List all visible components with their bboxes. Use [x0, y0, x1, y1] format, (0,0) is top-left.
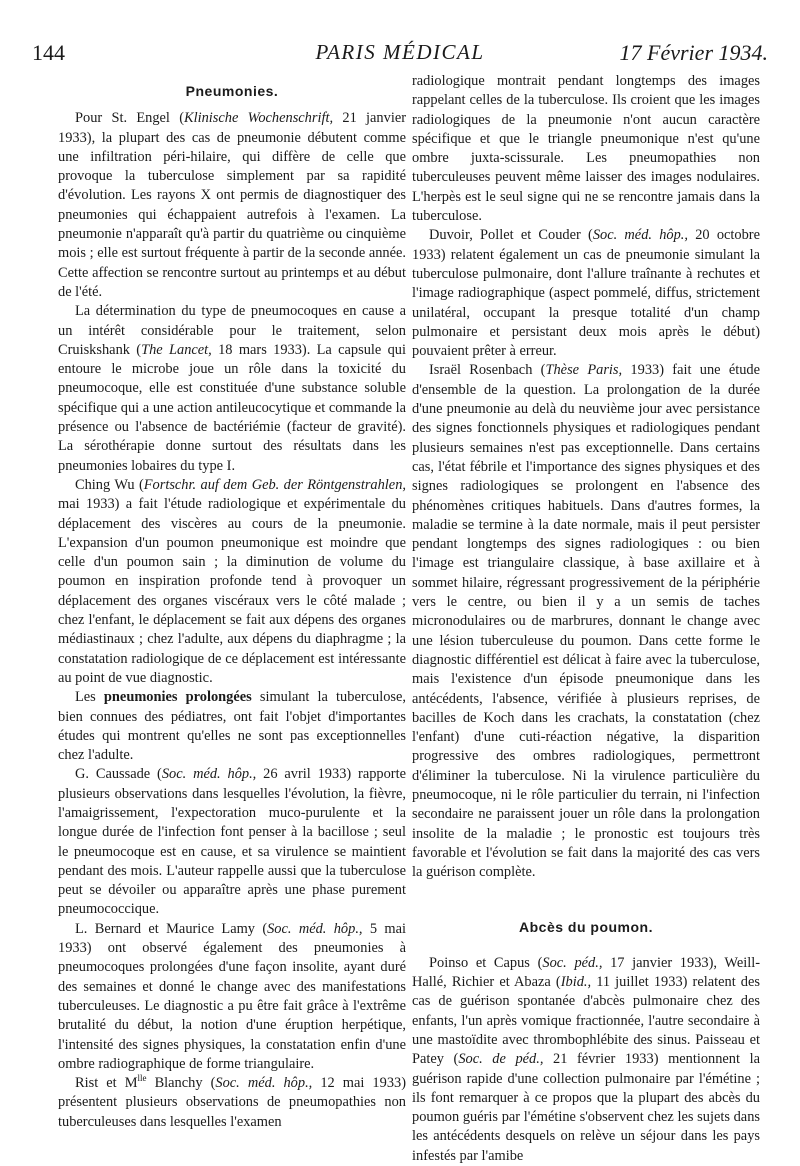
- text-run: Ching Wu (: [75, 476, 144, 493]
- text-run: Les: [75, 689, 104, 706]
- text-run: La détermination du type de pneumocoques en cause a un intérêt considérable pour le traitement, selon Cruiskshank (: [58, 303, 406, 358]
- paragraph-duvoir: [412, 226, 760, 361]
- paragraph-rosenbach: [412, 361, 760, 882]
- text-run: 1933) fait une étude d'ensemble de la question. La prolongation de la durée d'une pneumonie au delà du neuvième jour avec persistance des signes fonctionnels physiques et radiologiques pendant plusieurs semaines n'est pas exceptionnelle. Dans certains cas, l'état fébrile et l'importance des signes physiques et des signes radiologiques se prolongent en l'absence des phénomènes critiques habituels. Dans d'autres formes, la maladie se termine à la date normale, mais il peut persister pendant longtemps des signes radiologiques : ou bien l'image est triangulaire classique, à base axillaire et à sommet hilaire, régressant progressivement de la périphérie vers le centre, ou bien il y a un semis de taches micronodulaires ou de marbrures, donnant le change avec une lésion tuberculeuse du poumon. Dans cette forme le diagnostic différentiel est délicat à faire avec la tuberculose, mais l'existence d'un épisode pneumonique dans les antécédents, l'absence, vérifiée à plusieurs reprises, de bacilles de Koch dans les crachats, la constatation (chez l'enfant) d'une cuti-réaction négative, la disparition progressive des ombres radiologiques, permettront d'éliminer la tuberculose. Ni la virulence particulière du pneumocoque, ni le rôle particulier du terrain, ni l'infection secondaire ne paraissent jouer un rôle dans la prolongation insolite de la maladie ; le pronostic est toujours très favorable et l'évolution se fait dans la majorité des cas vers la guérison complète.: [412, 362, 760, 881]
- text-run: 18 mars 1933). La capsule qui entoure le microbe joue un rôle dans la toxicité du pneumocoque, elle est constituée d'une substance soluble spécifique qui a une action antileucocytique et commande la présence ou l'absence de bactériémie (facteur de gravité). La sérothérapie donne surtout des résultats dans les pneumonies lobaires du type I.: [58, 341, 406, 474]
- text-run: mai 1933) a fait l'étude radiologique et expérimentale du déplacement des viscères au cours de la pneumonie. L'expansion d'un poumon pneumonique est moindre que celle d'un poumon sain ; la diminution de volume du poumon en inspiration profonde tend à provoquer un déplacement des organes viscéraux vers le côté malade ; chez l'enfant, le déplacement se fait aux dépens des organes médiastinaux ; chez l'adulte, aux dépens du diaphragme ; la constatation radiologique de ce déplacement est intéressante au point de vue diagnostic.: [58, 496, 406, 686]
- citation: Soc. méd. hôp.,: [215, 1075, 313, 1092]
- citation: Soc. méd. hôp.,: [161, 766, 257, 783]
- text-run: Israël Rosenbach (: [429, 362, 546, 379]
- citation: Ibid.,: [560, 974, 592, 991]
- paragraph-caussade: [58, 765, 406, 919]
- page-number: 144: [32, 40, 65, 65]
- bold-term: pneumonies prolongées: [103, 689, 252, 706]
- paragraph-pneumonies-prolongees: [58, 688, 406, 765]
- text-run: 17 janvier 1933), Weill-Hallé, Richier et Abaza (: [412, 954, 760, 991]
- right-column: [412, 72, 760, 1166]
- text-run: 12 mai 1933) présentent plusieurs observations de pneumopathies non tuberculeuses dans lesquelles l'examen: [58, 1075, 406, 1130]
- paragraph-rist-blanchy: [58, 1074, 406, 1132]
- text-run: 11 juillet 1933) relatent des cas de guérison spontanée d'abcès pulmonaire chez des enfants, l'un après vomique fractionnée, l'autre secondaire à une mastoïdite avec thrombophlébite des sinus. Paisseau et Patey (: [412, 974, 760, 1068]
- citation: Fortschr. auf dem Geb. der Röntgenstrahlen,: [143, 476, 406, 493]
- text-run: 21 janvier 1933), la plupart des cas de pneumonie débutent comme une infiltration péri-hilaire, qui diffère de celle que provoque la tuberculose simplement par sa rapidité d'évolution. Les rayons X ont permis de diagnostiquer des pneumonies qui échappaient autrefois à l'examen. La pneumonie n'apparaît qu'à partir du quatrième ou cinquième mois ; elle est surtout fréquente à partir de la seconde année. Cette affection se rencontre surtout au printemps et au début de l'été.: [58, 110, 407, 300]
- paragraph-ching-wu: [58, 476, 406, 688]
- text-run: Poinso et Capus (: [429, 954, 543, 971]
- citation: The Lancet,: [141, 341, 212, 358]
- section-title-abces: Abcès du poumon.: [519, 919, 653, 936]
- text-run: 5 mai 1933) ont observé également des pneumonies à pneumocoques prolongées d'une façon insolite, ayant duré des semaines et donné le change avec des manifestations tuberculeuses. Le diagnostic a pu être fait grâce à l'extrême brutalité du début, la notion d'une éruption herpétique, l'intensité des signes physiques, la constatation enfin d'une ombre radiographique de forme triangulaire.: [58, 920, 406, 1072]
- left-column: [58, 72, 406, 1132]
- text-run: 21 février 1933) mentionnent la guérison rapide d'une collection pulmonaire par l'émétine ; ils font remarquer à ce propos que la plupart des abcès du poumon guéris par l'émétine s'observent chez les sujets dans les antécédents desquels on relève un séjour dans les pays infestés par l'amibe: [412, 1051, 760, 1164]
- citation: Soc. de péd.,: [458, 1051, 544, 1068]
- issue-date: 17 Février 1934.: [619, 40, 768, 65]
- text-run: radiologique montrait pendant longtemps des images rappelant celles de la tuberculose. Ils croient que les images radiologiques de la pneumonie n'ont aucun caractère spécifique et que le triangle pneumonique n'est qu'une ombre juxta-scissurale. Les pneumopathies non tuberculeuses peuvent même laisser des images nodulaires. L'herpès est le seul signe qui ne se rencontre jamais dans la tuberculose.: [412, 73, 760, 225]
- page-header: [32, 38, 768, 70]
- section-title-pneumonies: Pneumonies.: [185, 83, 279, 99]
- paragraph-poinso: [412, 954, 760, 1166]
- superscript: lle: [137, 1073, 147, 1084]
- paragraph-bernard-lamy: [58, 920, 406, 1074]
- paragraph-engel: [58, 109, 406, 302]
- text-run: Rist et M: [75, 1075, 138, 1092]
- citation: Klinische Wochenschrift,: [184, 110, 334, 127]
- text-run: simulant la tuberculose, bien connues des pédiatres, ont fait l'objet d'importantes études qui montrent qu'elles ne sont pas exceptionnelles chez l'adulte.: [58, 689, 406, 764]
- citation: Soc. péd.,: [542, 954, 603, 971]
- journal-title: PARIS MÉDICAL: [315, 40, 485, 64]
- text-run: 20 octobre 1933) relatent également un cas de pneumonie simulant la tuberculose pulmonaire, dont l'allure traînante à rechutes et l'image radiographique (aspect pommelé, diffus, strictement unilatéral, occupant la presque totalité d'un champ pulmonaire et persistant deux mois après le début) pouvaient prêter à erreur.: [412, 227, 760, 360]
- text-run: Blanchy (: [146, 1075, 216, 1092]
- citation: Soc. méd. hôp.,: [592, 227, 688, 244]
- paragraph-continuation: [412, 72, 760, 226]
- citation: Thèse Paris,: [545, 362, 623, 379]
- text-run: Duvoir, Pollet et Couder (: [429, 227, 593, 244]
- text-run: Pour St. Engel (: [75, 110, 185, 127]
- citation: Soc. méd. hôp.,: [267, 920, 363, 937]
- paragraph-cruiskshank: [58, 302, 406, 476]
- text-run: 26 avril 1933) rapporte plusieurs observations dans lesquelles l'évolution, la fièvre, l'amaigrissement, l'expectoration muco-purulente et la longue durée de l'infection font penser à la bacillose ; seul le pneumocoque est en cause, et sa virulence se maintient pendant des mois. L'auteur rappelle aussi que la tuberculose peut se dévoiler ou apparaître après une phase purement pneumococcique.: [58, 766, 406, 918]
- text-run: G. Caussade (: [75, 766, 162, 783]
- text-run: L. Bernard et Maurice Lamy (: [75, 920, 268, 937]
